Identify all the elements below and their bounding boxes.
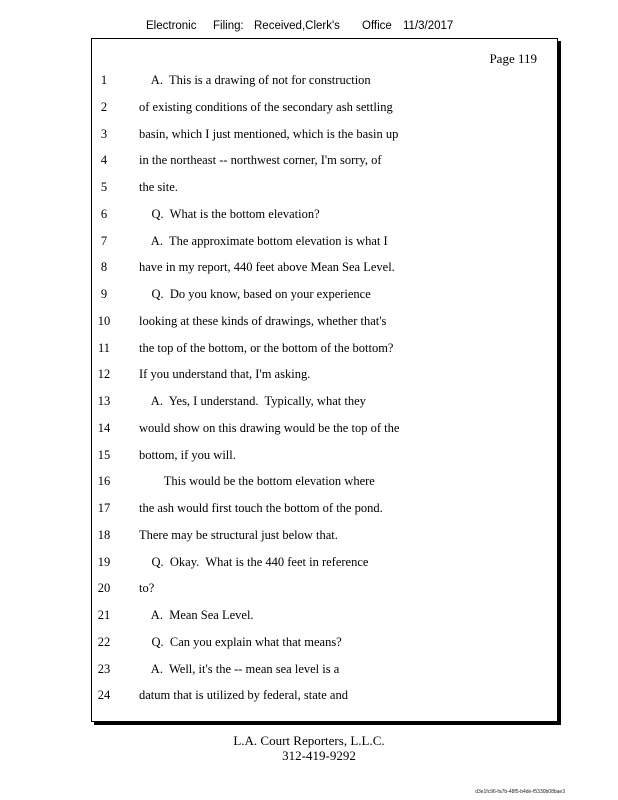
transcript-line bbox=[92, 100, 557, 120]
transcript-line bbox=[92, 73, 557, 93]
transcript-line bbox=[92, 608, 557, 628]
filing-header-filing: Filing: bbox=[213, 20, 244, 32]
line-text: would show on this drawing would be the top of the bbox=[139, 420, 400, 435]
line-text: A. The approximate bottom elevation is what I bbox=[139, 233, 388, 248]
line-text: If you understand that, I'm asking. bbox=[139, 367, 311, 382]
transcript-line bbox=[92, 448, 557, 468]
reporter-footer bbox=[0, 733, 618, 763]
transcript-line bbox=[92, 394, 557, 414]
filing-header-electronic: Electronic bbox=[146, 20, 197, 32]
line-number: 6 bbox=[100, 206, 108, 221]
line-number: 5 bbox=[100, 180, 108, 194]
line-text: A. This is a drawing of not for construction bbox=[139, 73, 371, 87]
line-text: to? bbox=[139, 581, 155, 596]
line-text: Q. Can you explain what that means? bbox=[139, 634, 342, 649]
line-number: 11 bbox=[97, 340, 111, 355]
line-number: 22 bbox=[97, 634, 111, 649]
line-number: 10 bbox=[97, 313, 111, 328]
line-number: 20 bbox=[97, 581, 111, 596]
line-number: 24 bbox=[97, 688, 111, 703]
line-text: bottom, if you will. bbox=[139, 447, 236, 462]
line-text: basin, which I just mentioned, which is the basin up bbox=[139, 126, 399, 141]
line-text: the top of the bottom, or the bottom of the bottom? bbox=[139, 340, 394, 355]
line-text: A. Yes, I understand. Typically, what they bbox=[139, 394, 366, 408]
line-number: 16 bbox=[97, 474, 111, 489]
transcript-line bbox=[92, 635, 557, 655]
line-number: 23 bbox=[97, 661, 111, 676]
line-text: looking at these kinds of drawings, whether that's bbox=[139, 313, 387, 328]
line-text: Q. Do you know, based on your experience bbox=[139, 287, 371, 301]
line-text: Q. What is the bottom elevation? bbox=[139, 206, 320, 221]
line-number: 9 bbox=[100, 287, 108, 301]
line-text: datum that is utilized by federal, state and bbox=[139, 688, 348, 703]
transcript-line bbox=[92, 207, 557, 227]
filing-header-received: Received,Clerk's bbox=[254, 20, 340, 32]
filing-header-office: Office bbox=[362, 20, 392, 32]
line-text: in the northeast -- northwest corner, I'm sorry, of bbox=[139, 153, 382, 168]
transcript-line bbox=[92, 662, 557, 682]
transcript-line bbox=[92, 260, 557, 280]
transcript-line bbox=[92, 127, 557, 147]
line-text: This would be the bottom elevation where bbox=[139, 474, 375, 489]
transcript-line bbox=[92, 341, 557, 361]
line-text: Q. Okay. What is the 440 feet in reference bbox=[139, 554, 369, 569]
transcript-line bbox=[92, 367, 557, 387]
line-text: A. Well, it's the -- mean sea level is a bbox=[139, 661, 340, 676]
transcript-line bbox=[92, 421, 557, 441]
filing-header-date: 11/3/2017 bbox=[403, 20, 454, 32]
line-number: 14 bbox=[97, 420, 111, 435]
transcript-line bbox=[92, 581, 557, 601]
line-number: 8 bbox=[100, 260, 108, 275]
line-text: have in my report, 440 feet above Mean Sea Level. bbox=[139, 260, 395, 275]
court-reporter-phone: 312-419-9292 bbox=[282, 748, 356, 763]
page-number: Page 119 bbox=[489, 51, 537, 66]
line-number: 15 bbox=[97, 447, 111, 462]
line-number: 18 bbox=[97, 527, 111, 542]
court-reporter-name: L.A. Court Reporters, L.L.C. bbox=[233, 733, 385, 748]
transcript-line bbox=[92, 314, 557, 334]
line-text: There may be structural just below that. bbox=[139, 527, 338, 542]
line-number: 1 bbox=[100, 73, 108, 87]
line-number: 7 bbox=[100, 233, 108, 248]
line-text: A. Mean Sea Level. bbox=[139, 608, 254, 622]
transcript-line bbox=[92, 234, 557, 254]
document-hash: d3e1fc96-fa7b-48f5-b4de-f5330b08bae3 bbox=[475, 789, 565, 795]
transcript-line bbox=[92, 474, 557, 494]
line-text: the ash would first touch the bottom of the pond. bbox=[139, 501, 383, 515]
line-number: 17 bbox=[97, 501, 111, 515]
transcript-line bbox=[92, 688, 557, 708]
line-number: 2 bbox=[100, 99, 108, 114]
line-number: 12 bbox=[97, 367, 111, 382]
line-number: 3 bbox=[100, 126, 108, 141]
transcript-line bbox=[92, 153, 557, 173]
transcript-page bbox=[91, 38, 558, 722]
line-text: of existing conditions of the secondary ash settling bbox=[139, 99, 393, 114]
transcript-line bbox=[92, 287, 557, 307]
transcript-line bbox=[92, 528, 557, 548]
transcript-line bbox=[92, 180, 557, 200]
line-number: 21 bbox=[97, 608, 111, 622]
transcript-line bbox=[92, 555, 557, 575]
line-number: 13 bbox=[97, 394, 111, 408]
line-number: 19 bbox=[97, 554, 111, 569]
line-text: the site. bbox=[139, 180, 178, 194]
line-number: 4 bbox=[100, 153, 108, 168]
transcript-line bbox=[92, 501, 557, 521]
